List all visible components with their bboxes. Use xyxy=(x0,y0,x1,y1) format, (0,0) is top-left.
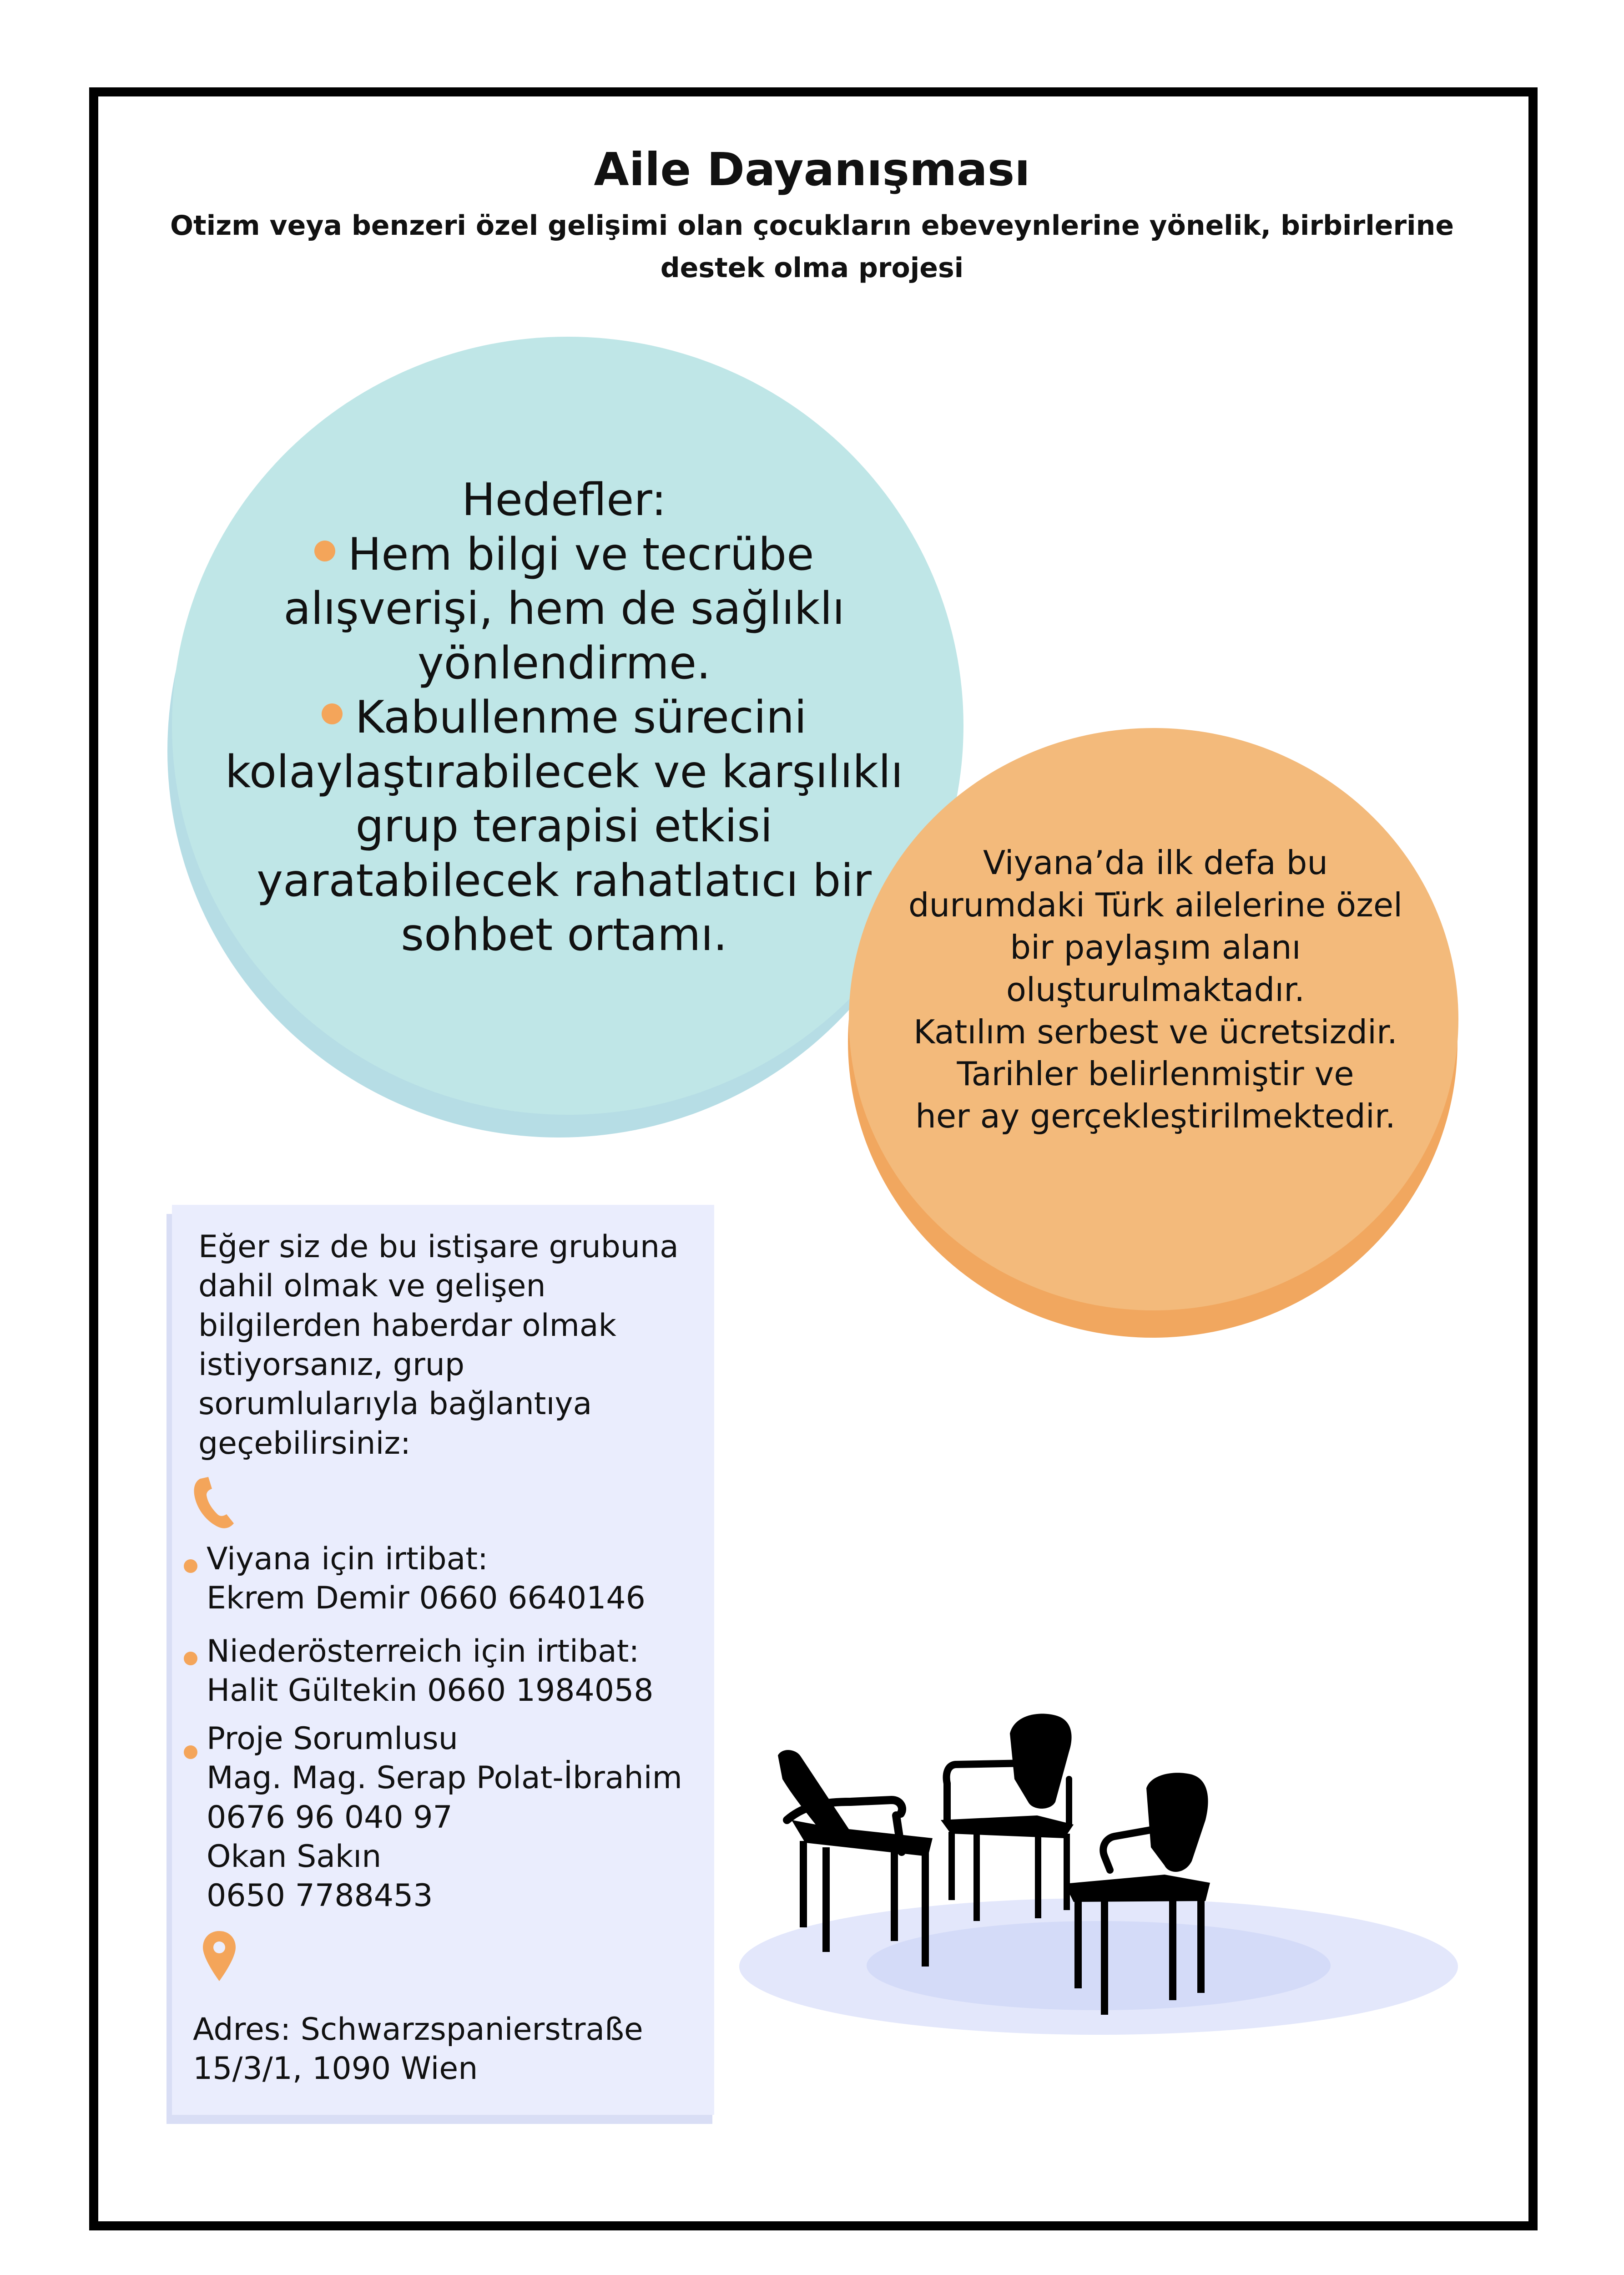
goals-item-2-line-3: grup terapisi etkisi xyxy=(355,800,773,853)
contact-lower-austria-value: Halit Gültekin 0660 1984058 xyxy=(207,1673,654,1709)
info-line-1: Viyana’da ilk defa bu xyxy=(983,844,1328,882)
info-line-3: bir paylaşım alanı xyxy=(1010,928,1301,966)
bullet-dot-icon xyxy=(184,1559,197,1573)
location-pin-icon xyxy=(201,1929,237,1984)
contact-intro: Eğer siz de bu istişare grubuna dahil olmak ve gelişen bilgilerden haberdar olmak istiyorsanız, grup sorumlularıyla bağlantıya geçebilirsiniz: xyxy=(198,1229,679,1461)
contact-lower-austria-label: Niederösterreich için irtibat: xyxy=(207,1633,640,1669)
info-line-7: her ay gerçekleştirilmektedir. xyxy=(915,1097,1396,1136)
goals-item-2-line-2: kolaylaştırabilecek ve karşılıklı xyxy=(225,746,903,798)
goals-item-2-line-1: Kabullenme sürecini xyxy=(214,691,914,745)
contact-vienna-value: Ekrem Demir 0660 6640146 xyxy=(207,1580,646,1617)
goals-item-1-line-3: yönlendirme. xyxy=(417,637,711,689)
info-line-4: oluşturulmaktadır. xyxy=(1006,970,1305,1009)
contact-address: Adres: Schwarzspanierstraße 15/3/1, 1090 Wien xyxy=(193,2012,643,2087)
chairs-illustration xyxy=(737,1711,1474,2057)
info-line-5: Katılım serbest ve ücretsizdir. xyxy=(913,1012,1397,1051)
goals-item-2-line-5: sohbet ortamı. xyxy=(401,909,727,961)
page-title: Aile Dayanışması xyxy=(594,143,1030,196)
contact-project-label: Proje Sorumlusu xyxy=(207,1721,458,1757)
contact-vienna-label: Viyana için irtibat: xyxy=(207,1541,488,1577)
chair-middle xyxy=(941,1714,1074,1921)
subtitle-line-1: Otizm veya benzeri özel gelişimi olan çocukların ebeveynlerine yönelik, birbirlerine xyxy=(170,210,1454,242)
contact-lower-austria xyxy=(207,1632,654,1711)
phone-icon xyxy=(190,1472,240,1532)
goals-text xyxy=(214,473,914,963)
goals-heading: Hedefler: xyxy=(461,474,667,526)
bullet-dot-icon xyxy=(322,703,343,724)
goals-item-2-line-4: yaratabilecek rahatlatıcı bir xyxy=(257,854,872,907)
contact-vienna xyxy=(207,1540,646,1618)
bullet-dot-icon xyxy=(184,1652,197,1665)
bullet-dot-icon xyxy=(314,541,335,561)
subtitle-line-2: destek olma projesi xyxy=(660,252,964,284)
rug-inner-ellipse xyxy=(867,1921,1331,2010)
info-line-6: Tarihler belirlenmiştir ve xyxy=(957,1055,1354,1093)
info-line-2: durumdaki Türk ailelerine özel xyxy=(908,885,1403,924)
bullet-dot-icon xyxy=(184,1745,197,1759)
page-subtitle xyxy=(150,205,1474,289)
goals-item-1-line-2: alışverişi, hem de sağlıklı xyxy=(283,583,845,635)
goals-item-1-line-1: Hem bilgi ve tecrübe xyxy=(214,528,914,582)
info-text xyxy=(887,842,1424,1138)
contact-project: Proje Sorumlusu Mag. Mag. Serap Polat-İbrahim 0676 96 040 97 Okan Sakın 0650 7788453 xyxy=(207,1719,682,1916)
